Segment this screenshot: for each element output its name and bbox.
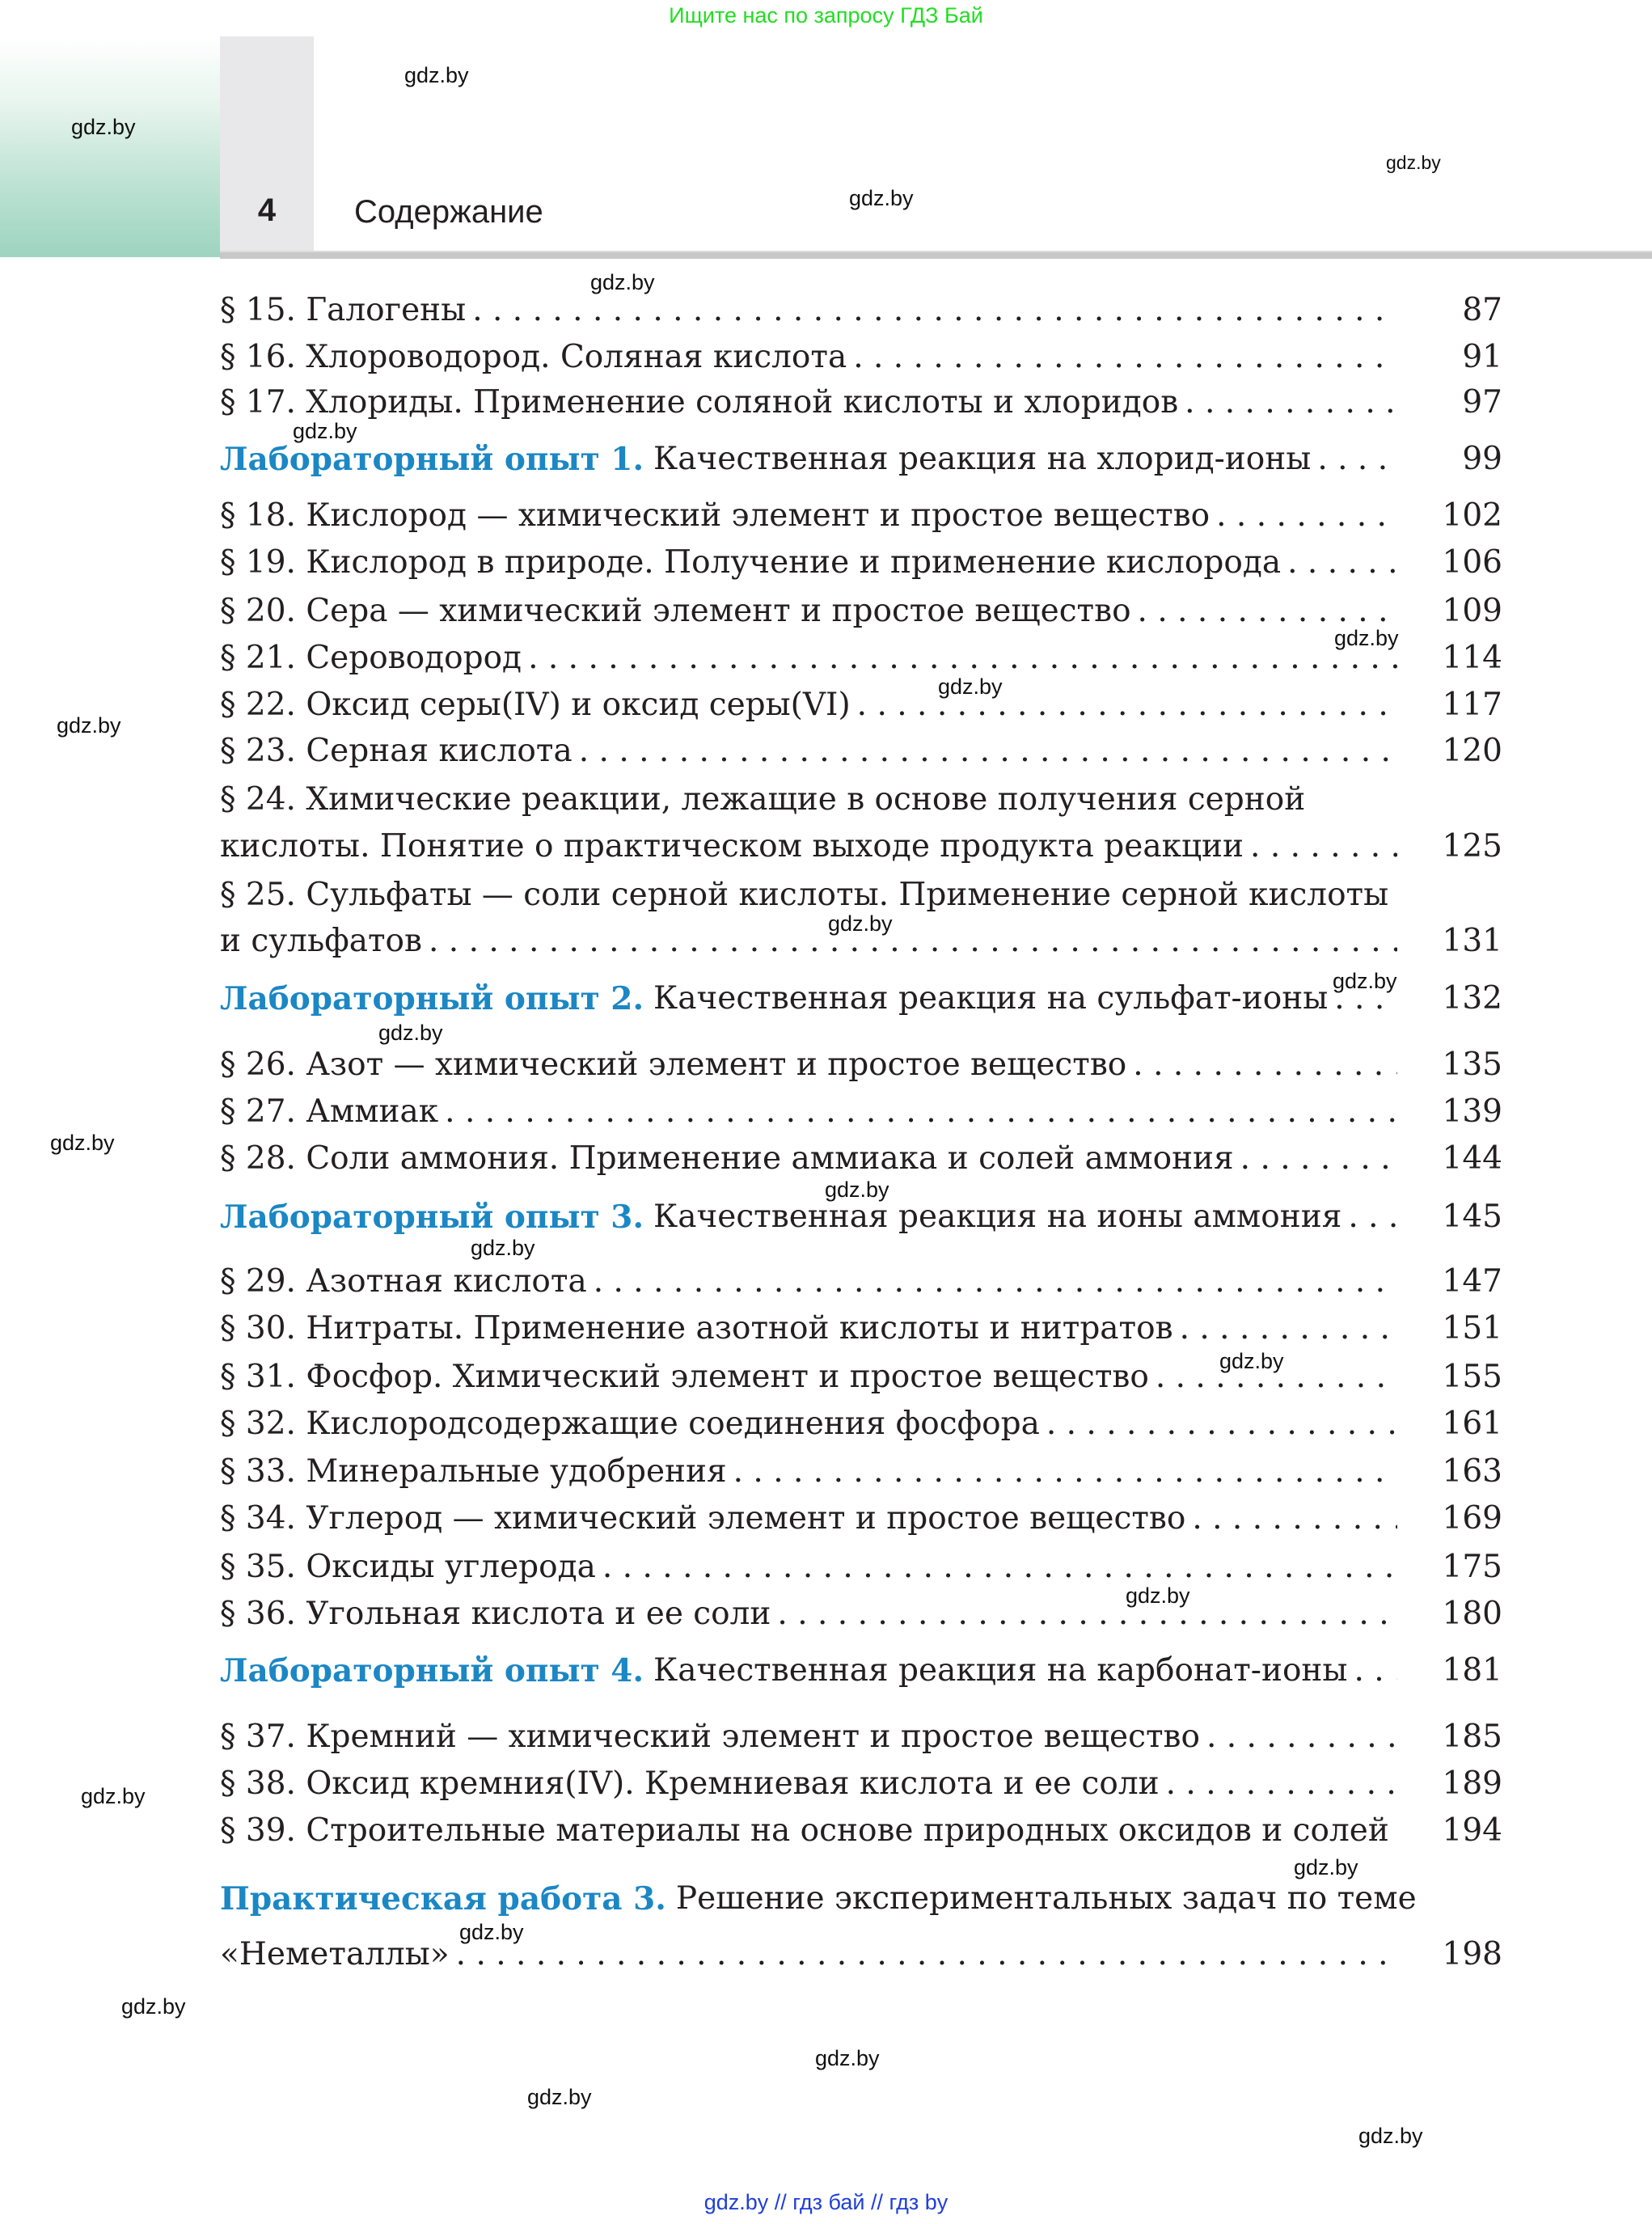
- dot-leader: [1206, 1717, 1397, 1757]
- toc-page-number: 87: [1462, 292, 1502, 328]
- toc-entry[interactable]: [220, 731, 1502, 772]
- toc-entry[interactable]: [220, 1452, 1502, 1492]
- dot-leader: [456, 1934, 1397, 1975]
- page-number: 4: [257, 192, 277, 228]
- toc-entry-title: § 23. Серная кислота: [220, 733, 572, 769]
- watermark: gdz.by: [1126, 1583, 1190, 1608]
- toc-entry-title: Качественная реакция на хлорид-ионы: [653, 441, 1312, 477]
- toc-page-number: 120: [1442, 733, 1502, 769]
- watermark: gdz.by: [849, 186, 914, 210]
- toc-entry[interactable]: [220, 1357, 1502, 1397]
- toc-entry-title: Качественная реакция на карбонат-ионы: [653, 1652, 1348, 1689]
- watermark: gdz.by: [828, 911, 893, 936]
- dot-leader: [1138, 591, 1397, 632]
- toc-entry[interactable]: [220, 543, 1502, 583]
- toc-page-number: 97: [1462, 384, 1502, 421]
- dot-leader: [602, 1547, 1397, 1588]
- toc-entry-title: § 25. Сульфаты — соли серной кислоты. Применение серной кислоты: [220, 877, 1389, 913]
- toc-entry[interactable]: [220, 1934, 1502, 1975]
- toc-entry-title: § 16. Хлороводород. Соляная кислота: [220, 339, 847, 375]
- toc-entry[interactable]: [220, 875, 1502, 915]
- header-divider: [220, 251, 1652, 259]
- dot-leader: [472, 290, 1397, 331]
- toc-entry[interactable]: [220, 1879, 1502, 1919]
- toc-entry[interactable]: [220, 921, 1502, 962]
- dot-leader: [1156, 1357, 1397, 1397]
- toc-entry[interactable]: [220, 685, 1502, 725]
- toc-entry-label: Лабораторный опыт 1.: [220, 441, 644, 478]
- toc-entry-title: Качественная реакция на сульфат-ионы: [653, 980, 1329, 1017]
- toc-entry[interactable]: [220, 1139, 1502, 1179]
- toc-entry[interactable]: [220, 1197, 1502, 1237]
- toc-page-number: 175: [1442, 1549, 1502, 1585]
- dot-leader: [594, 1262, 1397, 1302]
- dot-leader: [777, 1594, 1397, 1634]
- toc-page-number: 135: [1442, 1046, 1502, 1083]
- toc-page-number: 131: [1442, 923, 1502, 959]
- toc-entry-label: Практическая работа 3.: [220, 1880, 666, 1917]
- toc-entry[interactable]: [220, 638, 1502, 679]
- toc-entry-label: Лабораторный опыт 2.: [220, 980, 644, 1017]
- toc-page-number: 106: [1442, 544, 1502, 581]
- dot-leader: [1133, 1045, 1397, 1085]
- toc-page-number: 169: [1442, 1500, 1502, 1537]
- toc-entry-title: Качественная реакция на ионы аммония: [653, 1199, 1342, 1235]
- toc-entry[interactable]: [220, 496, 1502, 536]
- toc-page-number: 155: [1442, 1359, 1502, 1395]
- toc-page-number: 181: [1442, 1652, 1502, 1689]
- dot-leader: [1334, 979, 1397, 1019]
- toc-entry-title: § 21. Сероводород: [220, 640, 522, 676]
- toc-entry-title: § 15. Галогены: [220, 292, 467, 328]
- toc-page-number: 132: [1442, 980, 1502, 1017]
- toc-page-number: 145: [1442, 1199, 1502, 1235]
- watermark: gdz.by: [293, 419, 357, 443]
- toc-entry-title: Решение экспериментальных задач по теме: [675, 1880, 1417, 1917]
- toc-entry-title: § 34. Углерод — химический элемент и простое вещество: [220, 1500, 1186, 1537]
- watermark: gdz.by: [121, 1994, 186, 2019]
- toc-entry-title: § 19. Кислород в природе. Получение и применение кислорода: [220, 544, 1282, 581]
- toc-entry-title: § 39. Строительные материалы на основе природных оксидов и солей: [220, 1812, 1389, 1849]
- watermark: gdz.by: [1386, 152, 1441, 173]
- toc-entry[interactable]: [220, 383, 1502, 423]
- toc-entry-title: § 36. Угольная кислота и ее соли: [220, 1596, 771, 1632]
- toc-page-number: 125: [1442, 828, 1502, 865]
- toc-entry-title: § 28. Соли аммония. Применение аммиака и солей аммония: [220, 1140, 1234, 1177]
- toc-entry[interactable]: [220, 1045, 1502, 1085]
- toc-page-number: 144: [1442, 1140, 1502, 1177]
- toc-entry[interactable]: [220, 827, 1502, 867]
- dot-leader: [1348, 1197, 1397, 1237]
- toc-entry[interactable]: [220, 1764, 1502, 1804]
- watermark: gdz.by: [590, 270, 655, 294]
- toc-entry[interactable]: [220, 591, 1502, 632]
- dot-leader: [1240, 1139, 1397, 1179]
- toc-entry[interactable]: [220, 290, 1502, 331]
- watermark: gdz.by: [527, 2085, 592, 2109]
- toc-entry-title: § 22. Оксид серы(IV) и оксид серы(VI): [220, 687, 851, 723]
- toc-page-number: 102: [1442, 497, 1502, 534]
- dot-leader: [1185, 383, 1397, 423]
- dot-leader: [445, 1092, 1397, 1132]
- toc-entry[interactable]: [220, 337, 1502, 378]
- toc-page-number: 99: [1462, 441, 1502, 477]
- toc-entry[interactable]: [220, 1594, 1502, 1634]
- toc-entry[interactable]: [220, 1811, 1502, 1851]
- dot-leader: [528, 638, 1397, 679]
- watermark: gdz.by: [57, 713, 121, 738]
- toc-entry-title: § 26. Азот — химический элемент и простое вещество: [220, 1046, 1127, 1083]
- toc-page-number: 147: [1442, 1263, 1502, 1300]
- toc-entry-title: кислоты. Понятие о практическом выходе продукта реакции: [220, 828, 1244, 865]
- dot-leader: [1216, 496, 1397, 536]
- dot-leader: [1354, 1651, 1397, 1691]
- dot-leader: [1192, 1499, 1397, 1539]
- toc-entry-title: § 18. Кислород — химический элемент и простое вещество: [220, 497, 1210, 534]
- dot-leader: [1166, 1764, 1397, 1804]
- toc-entry[interactable]: [220, 1262, 1502, 1302]
- toc-page-number: 180: [1442, 1596, 1502, 1632]
- toc-entry-title: § 31. Фосфор. Химический элемент и простое вещество: [220, 1359, 1149, 1395]
- toc-entry[interactable]: [220, 1547, 1502, 1588]
- watermark: gdz.by: [825, 1178, 889, 1202]
- toc-entry-title: § 29. Азотная кислота: [220, 1263, 587, 1300]
- toc-entry-title: § 33. Минеральные удобрения: [220, 1453, 727, 1490]
- dot-leader: [1046, 1404, 1397, 1444]
- watermark: gdz.by: [404, 63, 469, 87]
- toc-page-number: 198: [1442, 1936, 1502, 1972]
- toc-entry-label: Лабораторный опыт 3.: [220, 1199, 644, 1236]
- toc-entry-label: Лабораторный опыт 4.: [220, 1652, 644, 1689]
- toc-page-number: 189: [1442, 1765, 1502, 1802]
- watermark: gdz.by: [71, 115, 136, 139]
- toc-entry[interactable]: [220, 1651, 1502, 1691]
- toc-entry-title: § 24. Химические реакции, лежащие в основе получения серной: [220, 781, 1306, 818]
- toc-page-number: 91: [1462, 339, 1502, 375]
- dot-leader: [1180, 1309, 1397, 1349]
- toc-entry[interactable]: [220, 780, 1502, 820]
- section-title: Содержание: [354, 194, 543, 230]
- toc-entry[interactable]: [220, 979, 1502, 1019]
- toc-page-number: 139: [1442, 1093, 1502, 1130]
- watermark: gdz.by: [459, 1920, 524, 1944]
- toc-page-number: 109: [1442, 593, 1502, 629]
- toc-entry[interactable]: [220, 1092, 1502, 1132]
- toc-page-number: 194: [1442, 1812, 1502, 1849]
- watermark: gdz.by: [1333, 969, 1397, 993]
- watermark: gdz.by: [1334, 626, 1399, 650]
- watermark: gdz.by: [1294, 1855, 1358, 1879]
- watermark: gdz.by: [1358, 2124, 1423, 2148]
- watermark: gdz.by: [938, 674, 1003, 699]
- dot-leader: [857, 685, 1397, 725]
- watermark: gdz.by: [1219, 1349, 1284, 1373]
- watermark: gdz.by: [378, 1021, 443, 1045]
- decorative-gradient-block: [0, 36, 220, 257]
- dot-leader: [1250, 827, 1397, 867]
- dot-leader: [733, 1452, 1397, 1492]
- footer-links[interactable]: gdz.by // гдз бай // гдз by: [703, 2190, 949, 2214]
- toc-page-number: 163: [1442, 1453, 1502, 1490]
- watermark: gdz.by: [815, 2046, 880, 2070]
- toc-entry-title: § 38. Оксид кремния(IV). Кремниевая кислота и ее соли: [220, 1765, 1160, 1802]
- dot-leader: [1287, 543, 1397, 583]
- toc-entry-title: § 27. Аммиак: [220, 1093, 439, 1130]
- toc-page-number: 114: [1442, 640, 1502, 676]
- toc-entry-title: § 20. Сера — химический элемент и простое вещество: [220, 593, 1131, 629]
- dot-leader: [853, 337, 1397, 378]
- watermark: gdz.by: [50, 1131, 115, 1155]
- toc-entry-title: «Неметаллы»: [220, 1936, 450, 1972]
- watermark: gdz.by: [81, 1784, 146, 1808]
- toc-page-number: 161: [1442, 1406, 1502, 1442]
- toc-entry-title: § 37. Кремний — химический элемент и простое вещество: [220, 1719, 1200, 1755]
- search-promo-banner: Ищите нас по запросу ГДЗ Бай: [669, 3, 983, 27]
- toc-entry[interactable]: [220, 1309, 1502, 1349]
- toc-entry-title: § 17. Хлориды. Применение соляной кислоты и хлоридов: [220, 384, 1179, 421]
- dot-leader: [579, 731, 1397, 772]
- watermark: gdz.by: [471, 1236, 535, 1260]
- toc-page-number: 117: [1442, 687, 1502, 723]
- toc-entry[interactable]: [220, 1404, 1502, 1444]
- toc-entry-title: § 32. Кислородсодержащие соединения фосфора: [220, 1406, 1040, 1442]
- toc-page-number: 185: [1442, 1719, 1502, 1755]
- toc-entry-title: § 30. Нитраты. Применение азотной кислоты и нитратов: [220, 1310, 1173, 1347]
- toc-entry[interactable]: [220, 1717, 1502, 1757]
- dot-leader: [1317, 439, 1397, 480]
- toc-entry[interactable]: [220, 439, 1502, 480]
- dot-leader: [429, 921, 1397, 962]
- toc-entry-title: § 35. Оксиды углерода: [220, 1549, 596, 1585]
- toc-entry[interactable]: [220, 1499, 1502, 1539]
- toc-page-number: 151: [1442, 1310, 1502, 1347]
- toc-entry-title: и сульфатов: [220, 923, 422, 959]
